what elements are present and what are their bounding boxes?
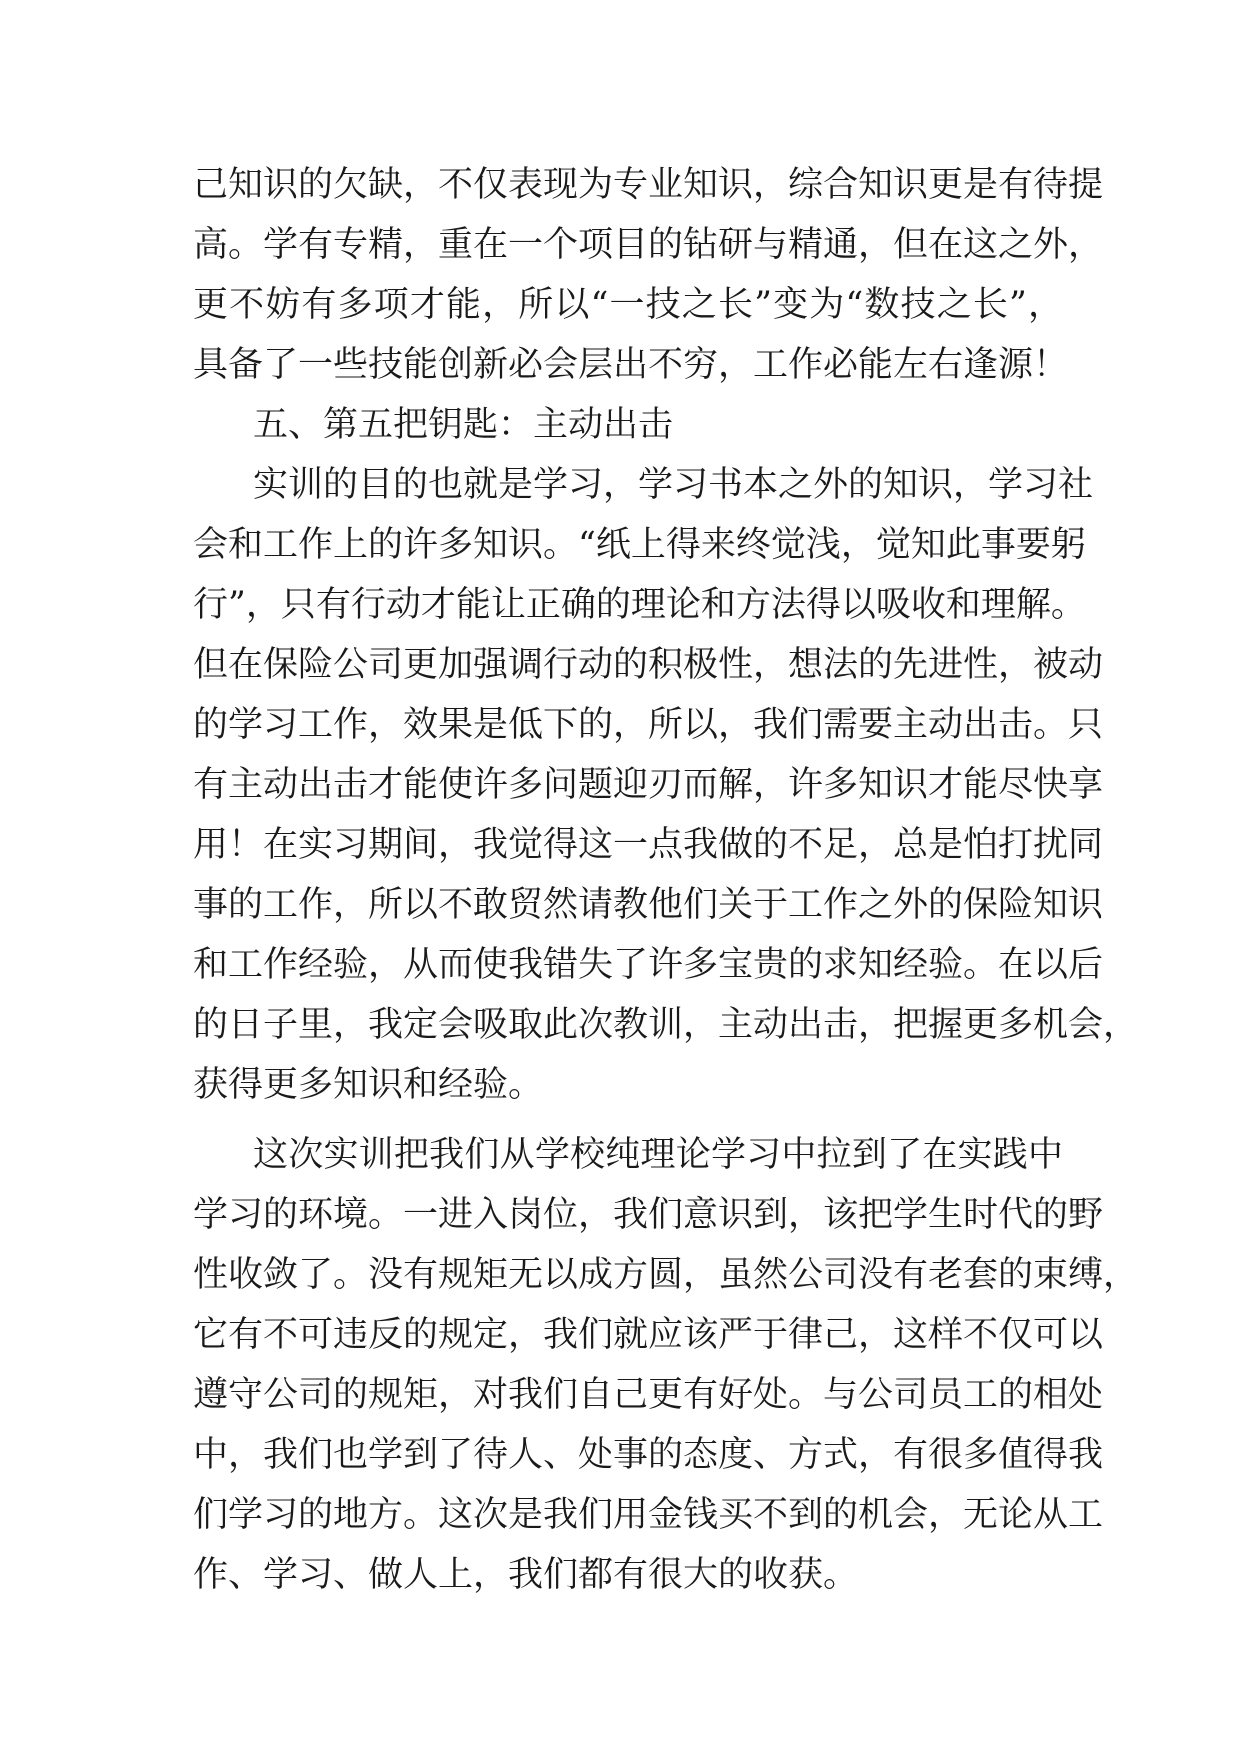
text-line: 行”，只有行动才能让正确的理论和方法得以吸收和理解。 xyxy=(193,585,1086,625)
text-line: 的日子里，我定会吸取此次教训，主动出击，把握更多机会， xyxy=(193,1005,1139,1045)
text-line: 它有不可违反的规定，我们就应该严于律己，这样不仅可以 xyxy=(193,1315,1104,1355)
text-line: 们学习的地方。这次是我们用金钱买不到的机会，无论从工 xyxy=(193,1495,1104,1535)
text-line: 会和工作上的许多知识。“纸上得来终觉浅，觉知此事要躬 xyxy=(193,525,1086,565)
text-line: 学习的环境。一进入岗位，我们意识到，该把学生时代的野 xyxy=(193,1195,1104,1235)
text-line: 作、学习、做人上，我们都有很大的收获。 xyxy=(193,1555,859,1595)
text-line: 更不妨有多项才能，所以“一技之长”变为“数技之长”， xyxy=(193,285,1063,325)
text-line: 性收敛了。没有规矩无以成方圆，虽然公司没有老套的束缚， xyxy=(193,1255,1139,1295)
text-line: 高。学有专精，重在一个项目的钻研与精通，但在这之外， xyxy=(193,225,1104,265)
text-line: 但在保险公司更加强调行动的积极性，想法的先进性，被动 xyxy=(193,645,1104,685)
text-line: 遵守公司的规矩，对我们自己更有好处。与公司员工的相处 xyxy=(193,1375,1104,1415)
text-line: 事的工作，所以不敢贸然请教他们关于工作之外的保险知识 xyxy=(193,885,1104,925)
section-heading: 五、第五把钥匙：主动出击 xyxy=(253,405,674,445)
text-line: 的学习工作，效果是低下的，所以，我们需要主动出击。只 xyxy=(193,705,1104,745)
text-line: 用！在实习期间，我觉得这一点我做的不足，总是怕打扰同 xyxy=(193,825,1104,865)
text-line: 实训的目的也就是学习，学习书本之外的知识，学习社 xyxy=(253,465,1094,505)
text-line: 这次实训把我们从学校纯理论学习中拉到了在实践中 xyxy=(253,1135,1063,1175)
text-line: 获得更多知识和经验。 xyxy=(193,1065,544,1105)
text-line: 和工作经验，从而使我错失了许多宝贵的求知经验。在以后 xyxy=(193,945,1104,985)
text-line: 中，我们也学到了待人、处事的态度、方式，有很多值得我 xyxy=(193,1435,1104,1475)
text-line: 具备了一些技能创新必会层出不穷，工作必能左右逢源！ xyxy=(193,345,1069,385)
text-line: 有主动出击才能使许多问题迎刃而解，许多知识才能尽快享 xyxy=(193,765,1104,805)
text-line: 己知识的欠缺，不仅表现为专业知识，综合知识更是有待提 xyxy=(193,165,1104,205)
